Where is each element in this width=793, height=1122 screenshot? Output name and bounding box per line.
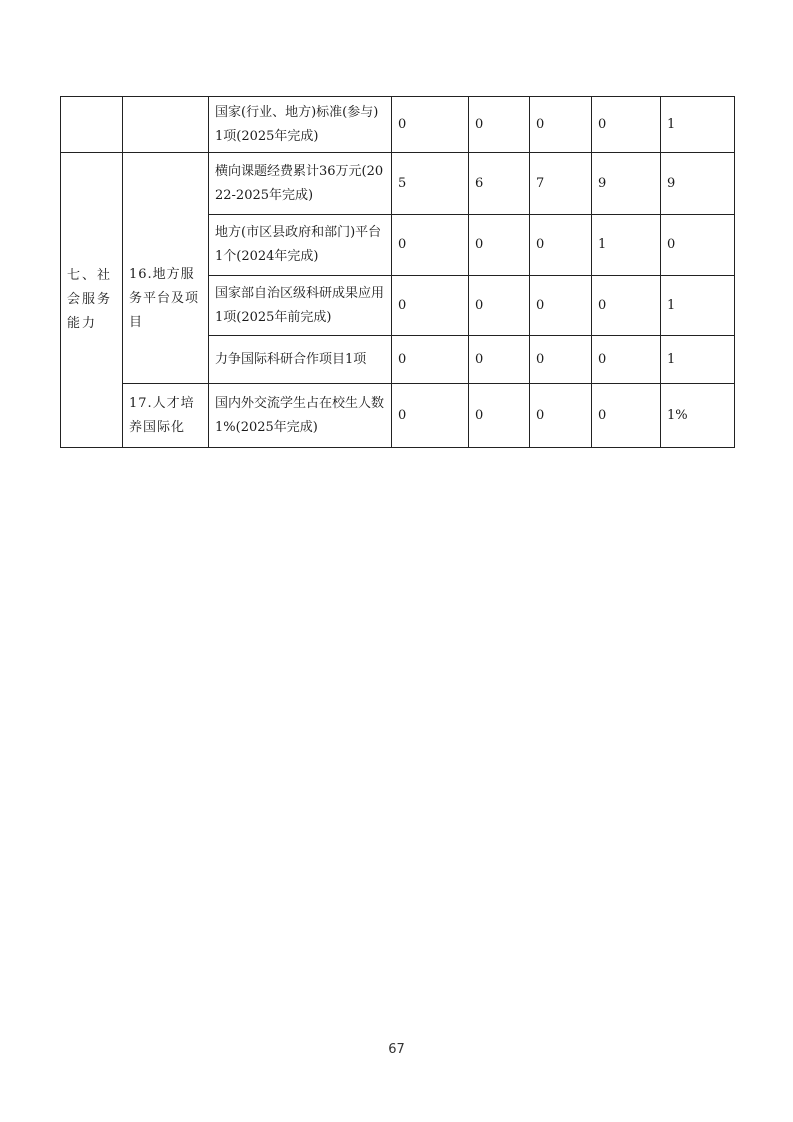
- value-cell: 0: [530, 97, 592, 153]
- value-cell: 0: [469, 384, 530, 448]
- subcategory-cell-empty: [123, 97, 209, 153]
- item-cell: 横向课题经费累计36万元(2022-2025年完成): [209, 153, 392, 215]
- subcategory-cell-empty: [123, 153, 209, 215]
- value-cell: 1%: [661, 384, 735, 448]
- value-cell: 0: [530, 384, 592, 448]
- value-cell: 0: [392, 215, 469, 276]
- value-cell: 0: [392, 276, 469, 336]
- value-cell: 0: [469, 336, 530, 384]
- value-cell: 0: [592, 276, 661, 336]
- table-row: [61, 153, 735, 215]
- indicator-table: [60, 96, 735, 448]
- table-row: [61, 384, 735, 448]
- value-cell: 9: [661, 153, 735, 215]
- value-cell: 0: [392, 336, 469, 384]
- item-cell: 国内外交流学生占在校生人数1%(2025年完成): [209, 384, 392, 448]
- value-cell: 1: [661, 336, 735, 384]
- item-cell: 国家(行业、地方)标准(参与)1项(2025年完成): [209, 97, 392, 153]
- value-cell: 0: [469, 276, 530, 336]
- value-cell: 6: [469, 153, 530, 215]
- value-cell: 0: [469, 97, 530, 153]
- value-cell: 0: [592, 97, 661, 153]
- subcategory-cell: 17.人才培养国际化: [123, 384, 209, 448]
- value-cell: 0: [392, 384, 469, 448]
- subcategory-cell: 16.地方服务平台及项目: [123, 215, 209, 384]
- table-row: [61, 215, 735, 276]
- value-cell: 0: [530, 336, 592, 384]
- value-cell: 1: [661, 276, 735, 336]
- value-cell: 0: [530, 276, 592, 336]
- category-cell-empty: [61, 97, 123, 153]
- value-cell: 9: [592, 153, 661, 215]
- value-cell: 0: [392, 97, 469, 153]
- value-cell: 0: [661, 215, 735, 276]
- value-cell: 5: [392, 153, 469, 215]
- page-number: 67: [388, 1042, 405, 1057]
- item-cell: 地方(市区县政府和部门)平台1个(2024年完成): [209, 215, 392, 276]
- value-cell: 7: [530, 153, 592, 215]
- category-cell: 七、社会服务能力: [61, 153, 123, 448]
- value-cell: 0: [592, 336, 661, 384]
- value-cell: 0: [469, 215, 530, 276]
- item-cell: 力争国际科研合作项目1项: [209, 336, 392, 384]
- value-cell: 0: [530, 215, 592, 276]
- value-cell: 1: [661, 97, 735, 153]
- item-cell: 国家部自治区级科研成果应用1项(2025年前完成): [209, 276, 392, 336]
- table-row: [61, 97, 735, 153]
- value-cell: 1: [592, 215, 661, 276]
- value-cell: 0: [592, 384, 661, 448]
